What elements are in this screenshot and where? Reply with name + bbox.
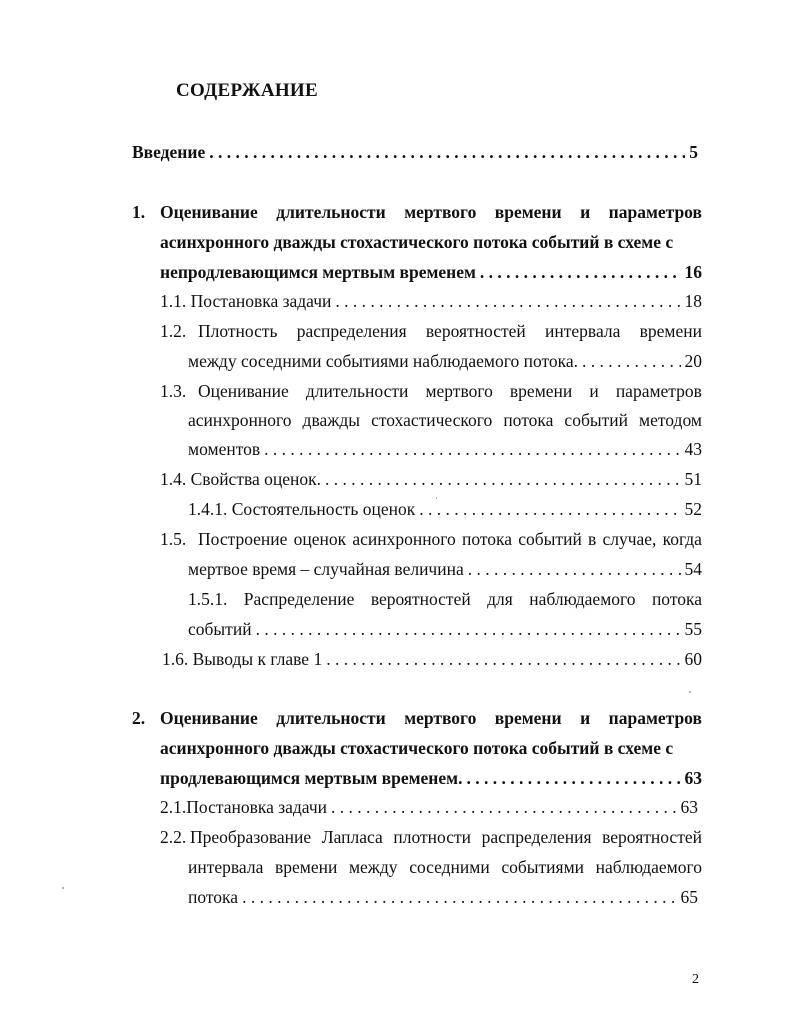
toc-page: 20: [684, 351, 702, 371]
toc-entry-ch2-line2: асинхронного дважды стохастического потока событий в схеме с: [160, 738, 674, 758]
chapter-number: 1.: [132, 202, 146, 222]
toc-entry-1-3-line2[interactable]: асинхронного дважды стохастического потока событий методом: [188, 410, 702, 430]
toc-entry-ch1-line2: асинхронного дважды стохастического потока событий в схеме с: [160, 232, 674, 252]
toc-entry-1-2-line2[interactable]: между соседними событиями наблюдаемого потока. . . . 20: [188, 350, 702, 372]
toc-entry-1-5-line1[interactable]: Построение оценок асинхронного потока событий в случае, когда: [198, 529, 702, 549]
scan-speck: [62, 887, 64, 889]
toc-entry-2-2-line1[interactable]: Преобразование Лапласа плотности распределения вероятностей: [190, 827, 702, 847]
toc-leader: [331, 796, 676, 818]
toc-entry-1-3-line1[interactable]: Оценивание длительности мертвого времени и параметров: [198, 381, 702, 401]
toc-entry-2-2-line2[interactable]: интервала времени между соседними событиями наблюдаемого: [188, 857, 702, 877]
toc-leader: [582, 350, 680, 372]
toc-entry-1-2-line1[interactable]: Плотность распределения вероятностей интервала времени: [198, 321, 702, 341]
toc-page: 5: [689, 142, 698, 162]
toc-leader: [264, 438, 680, 460]
toc-page: 63: [684, 768, 702, 788]
toc-leader: [326, 648, 680, 670]
section-number: 2.2.: [160, 827, 187, 847]
toc-entry-1-1[interactable]: 1.1. Постановка задачи . . . 18: [160, 290, 702, 312]
toc-page: 43: [684, 439, 702, 459]
toc-page: 55: [684, 619, 702, 639]
toc-leader: [256, 618, 681, 640]
toc-entry-ch2-line3[interactable]: продлевающимся мертвым временем. . . . 63: [160, 767, 702, 789]
section-number: 1.5.: [160, 529, 187, 549]
toc-entry-1-4[interactable]: 1.4. Свойства оценок. . . . 51: [160, 468, 702, 490]
toc-page: 54: [684, 559, 702, 579]
toc-entry-ch2-line1[interactable]: Оценивание длительности мертвого времени и параметров: [160, 708, 702, 728]
toc-leader: [325, 468, 680, 490]
toc-page: 18: [684, 291, 702, 311]
page-title: СОДЕРЖАНИЕ: [176, 80, 318, 101]
toc-leader: [480, 261, 681, 283]
toc-page: 16: [684, 262, 702, 282]
toc-page: 63: [680, 797, 698, 817]
toc-leader: [466, 767, 680, 789]
toc-page: 52: [684, 499, 702, 519]
toc-leader: [209, 141, 685, 163]
toc-page: 65: [680, 887, 698, 907]
toc-entry-1-5-1-line1[interactable]: 1.5.1. Распределение вероятностей для наблюдаемого потока: [188, 589, 702, 609]
toc-page: 51: [684, 469, 702, 489]
scan-speck: [689, 691, 691, 693]
toc-leader: [419, 498, 680, 520]
section-number: 1.3.: [160, 381, 187, 401]
toc-entry-2-2-line3[interactable]: потока . . . 65: [188, 886, 698, 908]
toc-entry-1-3-line3[interactable]: моментов . . . 43: [188, 438, 702, 460]
toc-entry-ch1-line3[interactable]: непродлевающимся мертвым временем . . . 16: [160, 261, 702, 283]
toc-page: 60: [684, 649, 702, 669]
toc-entry-intro[interactable]: [132, 141, 698, 163]
toc-entry-1-5-1-line2[interactable]: событий . . . 55: [188, 618, 702, 640]
scan-speck: [436, 497, 437, 499]
toc-entry-1-5-line2[interactable]: мертвое время – случайная величина . . . 54: [188, 558, 702, 580]
toc-entry-1-6[interactable]: 1.6. Выводы к главе 1 . . . 60: [162, 648, 702, 670]
page-number: 2: [692, 972, 699, 987]
toc-leader: [335, 290, 680, 312]
section-number: 1.2.: [160, 321, 187, 341]
toc-entry-ch1-line1[interactable]: Оценивание длительности мертвого времени и параметров: [160, 202, 702, 222]
chapter-number: 2.: [132, 708, 146, 728]
toc-leader: [468, 558, 681, 580]
toc-leader: [242, 886, 676, 908]
toc-entry-2-1[interactable]: 2.1.Постановка задачи . . . 63: [160, 796, 698, 818]
toc-label: Введение: [132, 142, 206, 162]
toc-entry-1-4-1[interactable]: 1.4.1. Состоятельность оценок . . . 52: [188, 498, 702, 520]
